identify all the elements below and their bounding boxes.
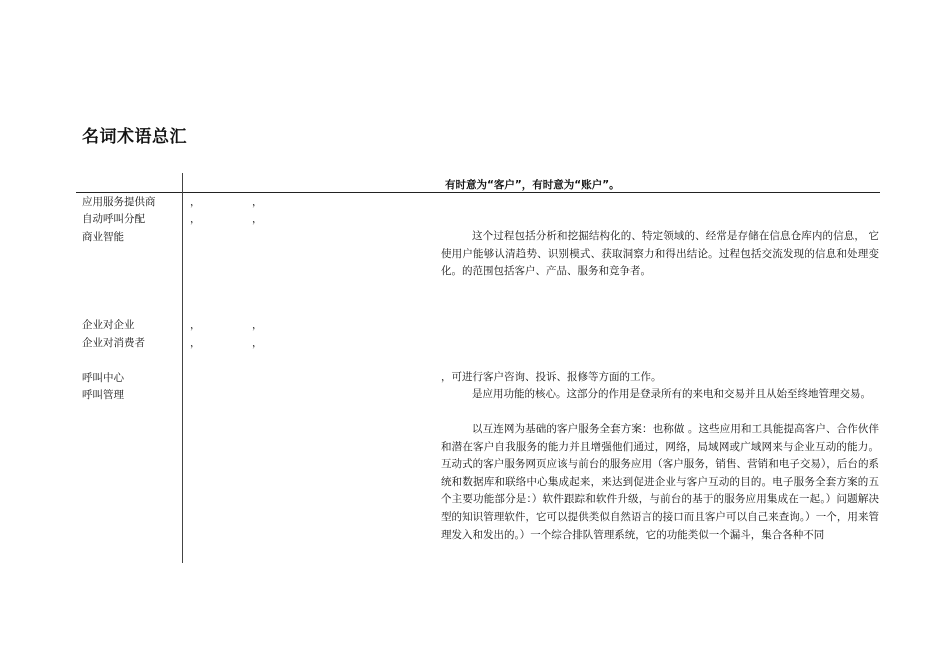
term-asp-comma-2: ， xyxy=(252,196,263,208)
term-bi: 商业智能 xyxy=(82,231,124,243)
definition-eservice: 以互连网为基础的客户服务全套方案：也称做 。这些应用和工具能提高客户、合作伙伴和潜在客户自我服务的能力并且增强他们通过，网络，局域网或广域网来与企业互动的能力。互动式的客户服务网页应该与前台的服务应用（客户服务，销售、营销和电子交易），后台的系统和数据库和联络中心集成起来，来达到促进企业与客户互动的目的。电子服务全套方案的五个主要功能部分是：）软件跟踪和软件升级，与前台的基于的服务应用集成在一起。）问题解决型的知识管理软件，它可以提供类似自然语言的接口而且客户可以自己来查询。）一个，用来管理发入和发出的。）一个综合排队管理系统，它的功能类似一个漏斗，集合各种不同 xyxy=(441,423,879,541)
term-b2c-comma-1: ， xyxy=(190,337,201,349)
term-acd: 自动呼叫分配 xyxy=(82,213,145,225)
term-call-center: 呼叫中心 xyxy=(82,372,124,384)
column-divider xyxy=(182,173,183,563)
definition-call-center: ，可进行客户咨询、投诉、报修等方面的工作。 xyxy=(441,371,662,383)
header-divider xyxy=(76,192,880,193)
term-b2c: 企业对消费者 xyxy=(82,337,145,349)
term-call-management: 呼叫管理 xyxy=(82,389,124,401)
term-acd-comma-1: ， xyxy=(190,213,201,225)
term-b2b-comma-2: ， xyxy=(252,319,263,331)
term-b2c-comma-2: ， xyxy=(252,337,263,349)
term-b2b: 企业对企业 xyxy=(82,319,135,331)
term-b2b-comma-1: ， xyxy=(190,319,201,331)
definition-call-management: 是应用功能的核心。这部分的作用是登录所有的来电和交易并且从始至终地管理交易。 xyxy=(472,388,871,400)
page-title: 名词术语总汇 xyxy=(82,127,187,147)
term-asp: 应用服务提供商 xyxy=(82,196,156,208)
column-header-note: 有时意为“客户”，有时意为“账户”。 xyxy=(445,179,620,191)
term-asp-comma-1: ， xyxy=(190,196,201,208)
definition-bi: 这个过程包括分析和挖掘结构化的、特定领域的、经常是存储在信息仓库内的信息， 它使用户能够认清趋势、识别模式、获取洞察力和得出结论。过程包括交流发现的信息和处理变化。的范围包括客户、产品、服务和竞争者。 xyxy=(441,230,879,278)
term-acd-comma-2: ， xyxy=(252,213,263,225)
